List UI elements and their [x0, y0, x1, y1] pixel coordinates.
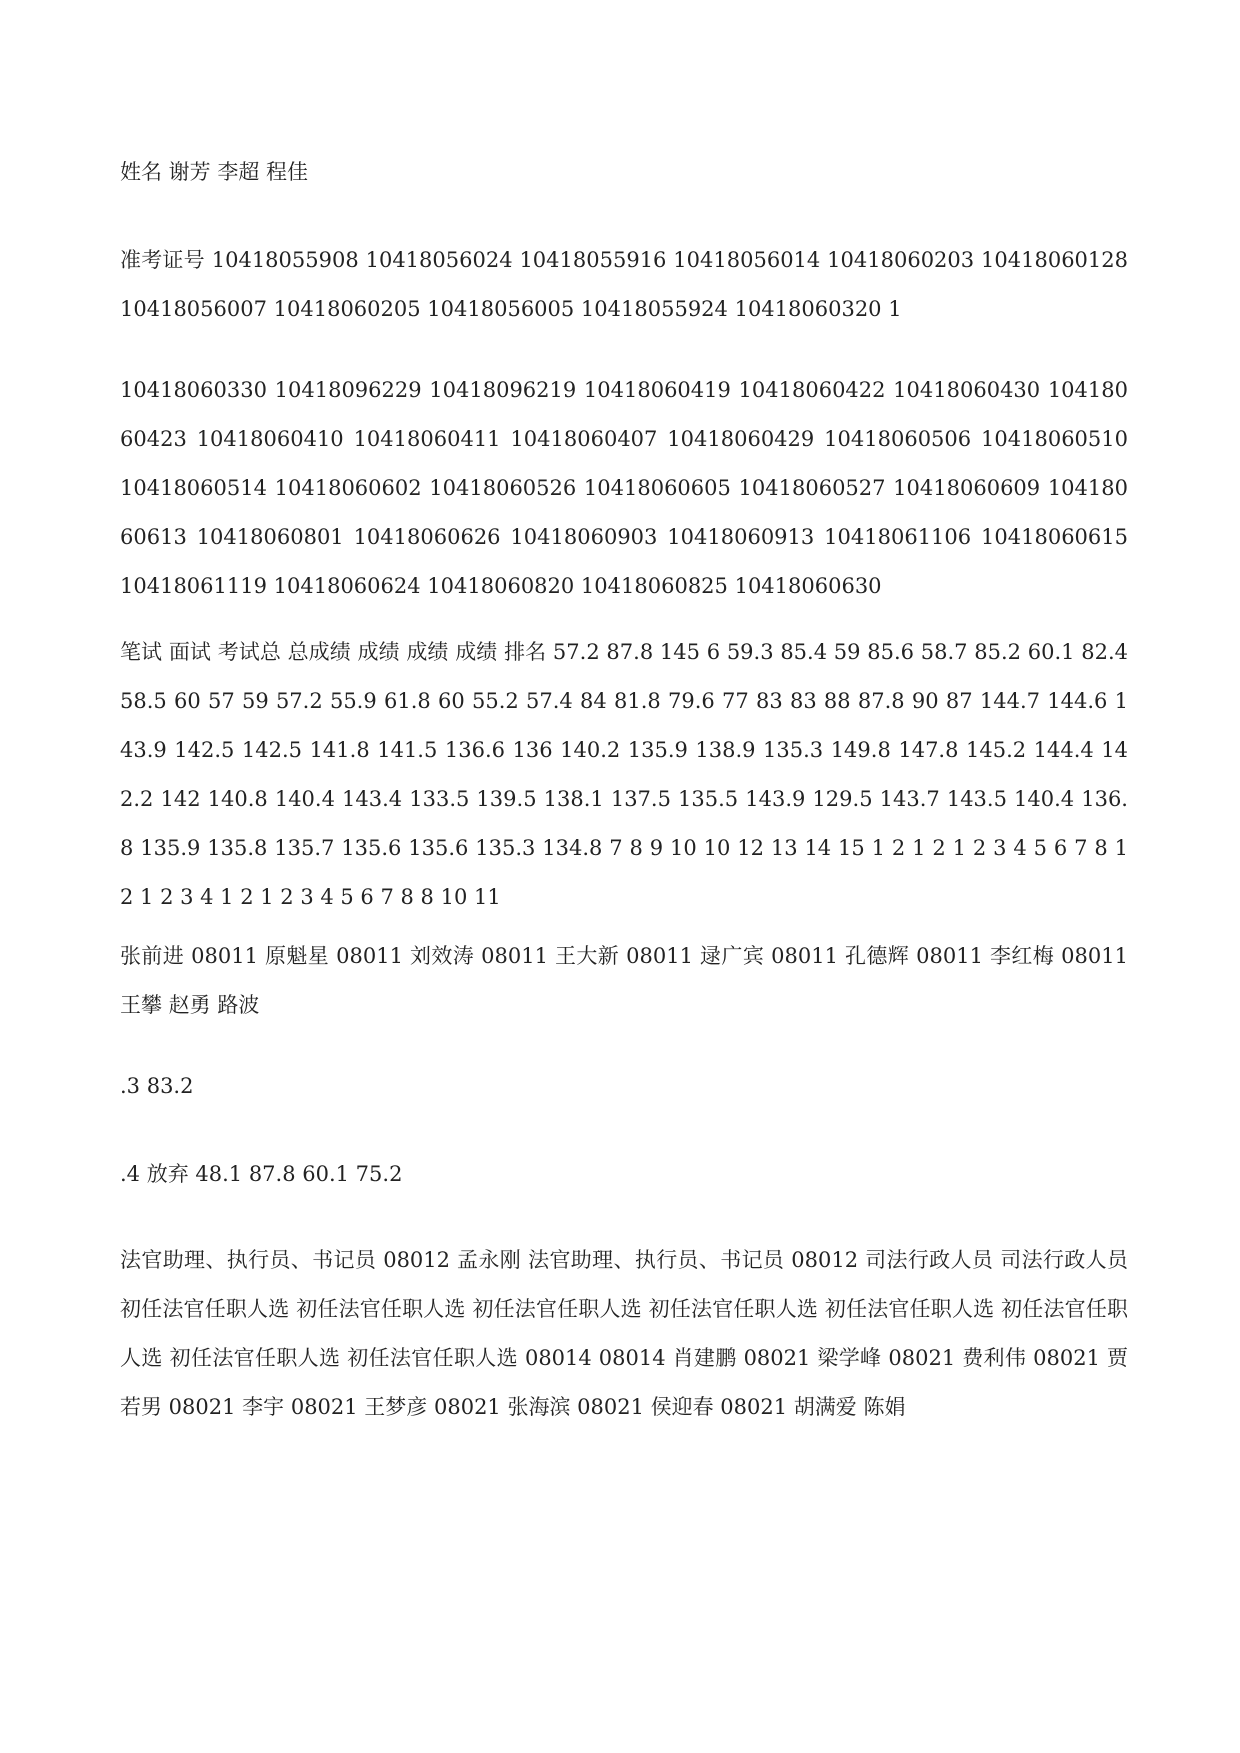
paragraph-exam-ids-continued: 10418060330 10418096229 10418096219 10418060419 10418060422 10418060430 10418060423 10418060410 10418060411 10418060407 10418060429 10418060506 10418060510 10418060514 10418060602 10418060526 10418060605 10418060527 10418060609 10418060613 10418060801 10418060626 10418060903 10418060913 10418061106 10418060615 10418061119 10418060624 10418060820 10418060825 10418060630: [120, 378, 1128, 598]
paragraph-score-fragment-1: .3 83.2: [120, 1074, 194, 1098]
paragraph-names-header: 姓名 谢芳 李超 程佳: [120, 160, 309, 184]
paragraph-candidate-names: 张前进 08011 原魁星 08011 刘效涛 08011 王大新 08011 逯广宾 08011 孔德辉 08011 李红梅 08011 王攀 赵勇 路波: [120, 944, 1128, 1017]
paragraph-exam-ids: 准考证号 10418055908 10418056024 10418055916 10418056014 10418060203 10418060128 10418056007 10418060205 10418056005 10418055924 10418060320 1: [120, 248, 1128, 321]
paragraph-positions: 法官助理、执行员、书记员 08012 孟永刚 法官助理、执行员、书记员 08012 司法行政人员 司法行政人员 初任法官任职人选 初任法官任职人选 初任法官任职人选 初任法官任职人选 初任法官任职人选 初任法官任职人选 初任法官任职人选 初任法官任职人选 08014 08014 肖建鹏 08021 梁学峰 08021 费利伟 08021 贾若男 08021 李宇 08021 王梦彦 08021 张海滨 08021 侯迎春 08021 胡满爱 陈娟: [120, 1248, 1128, 1419]
paragraph-score-fragment-2: .4 放弃 48.1 87.8 60.1 75.2: [120, 1162, 403, 1186]
paragraph-scores: 笔试 面试 考试总 总成绩 成绩 成绩 成绩 排名 57.2 87.8 145 6 59.3 85.4 59 85.6 58.7 85.2 60.1 82.4 58.5 60 57 59 57.2 55.9 61.8 60 55.2 57.4 84 81.8 79.6 77 83 83 88 87.8 90 87 144.7 144.6 143.9 142.5 142.5 141.8 141.5 136.6 136 140.2 135.9 138.9 135.3 149.8 147.8 145.2 144.4 142.2 142 140.8 140.4 143.4 133.5 139.5 138.1 137.5 135.5 143.9 129.5 143.7 143.5 140.4 136.8 135.9 135.8 135.7 135.6 135.6 135.3 134.8 7 8 9 10 10 12 13 14 15 1 2 1 2 1 2 3 4 5 6 7 8 1 2 1 2 3 4 1 2 1 2 3 4 5 6 7 8 8 10 11: [120, 640, 1128, 909]
